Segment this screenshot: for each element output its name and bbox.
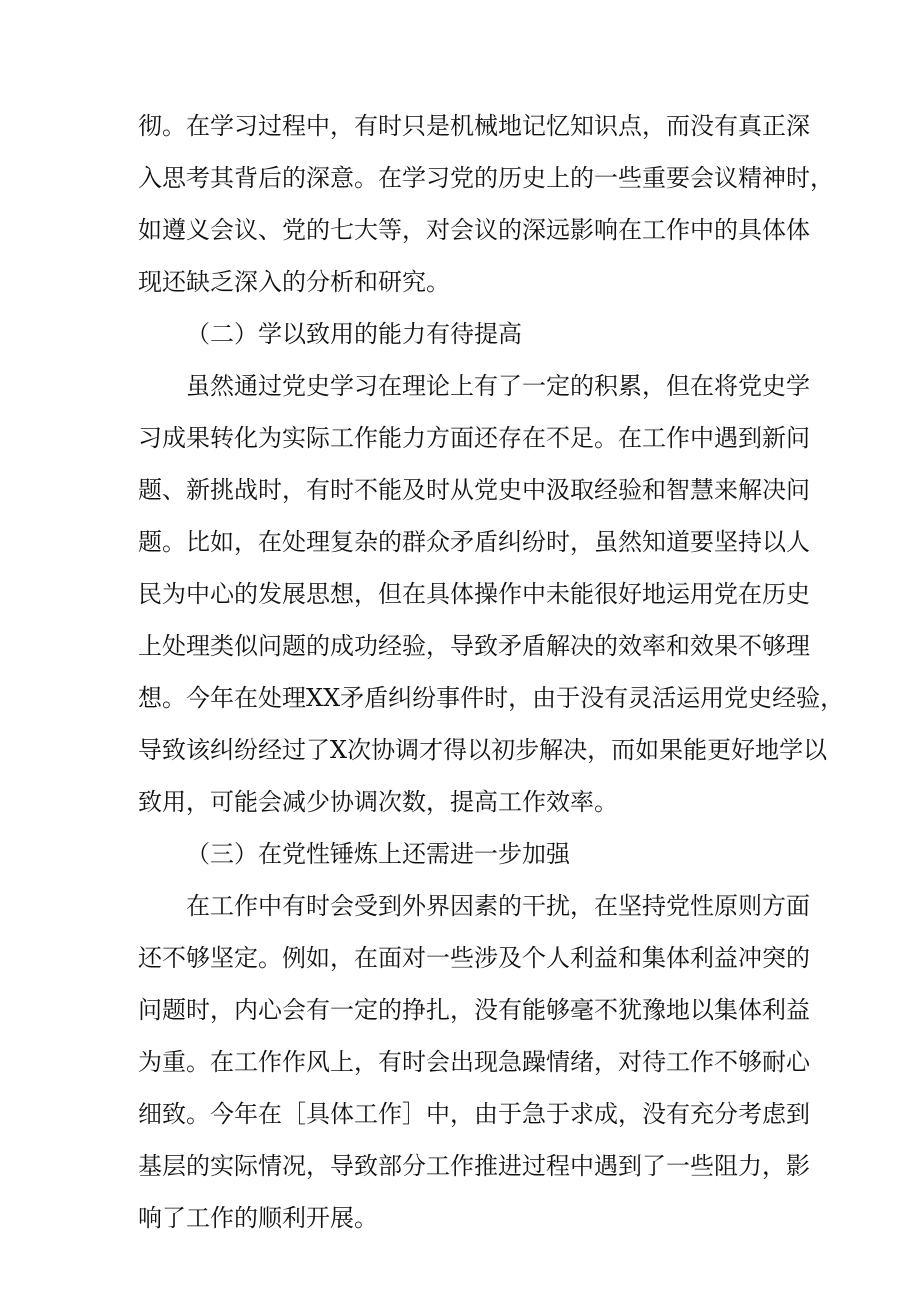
text-line: 入思考其背后的深意。在学习党的历史上的一些重要会议精神时， <box>138 164 834 192</box>
text-line: 细致。今年在［具体工作］中，由于急于求成，没有充分考虑到 <box>138 1100 810 1128</box>
text-line: 为重。在工作作风上，有时会出现急躁情绪，对待工作不够耐心 <box>138 1048 810 1076</box>
text-line: 现还缺乏深入的分析和研究。 <box>138 268 450 296</box>
text-line: 致用，可能会减少协调次数，提高工作效率。 <box>138 788 618 816</box>
text-line: 虽然通过党史学习在理论上有了一定的积累，但在将党史学 <box>186 372 810 400</box>
section-heading-2: （二）学以致用的能力有待提高 <box>186 320 522 348</box>
text-line: 导致该纠纷经过了X次协调才得以初步解决，而如果能更好地学以 <box>138 736 828 764</box>
text-line: 题、新挑战时，有时不能及时从党史中汲取经验和智慧来解决问 <box>138 476 810 504</box>
text-line: 在工作中有时会受到外界因素的干扰，在坚持党性原则方面 <box>186 892 810 920</box>
text-line: 习成果转化为实际工作能力方面还存在不足。在工作中遇到新问 <box>138 424 810 452</box>
text-line: 彻。在学习过程中，有时只是机械地记忆知识点，而没有真正深 <box>138 112 810 140</box>
text-line: 问题时，内心会有一定的挣扎，没有能够毫不犹豫地以集体利益 <box>138 996 810 1024</box>
section-heading-3: （三）在党性锤炼上还需进一步加强 <box>186 840 570 868</box>
text-line: 想。今年在处理XX矛盾纠纷事件时，由于没有灵活运用党史经验， <box>138 684 845 712</box>
text-line: 题。比如，在处理复杂的群众矛盾纠纷时，虽然知道要坚持以人 <box>138 528 810 556</box>
text-line: 基层的实际情况，导致部分工作推进过程中遇到了一些阻力，影 <box>138 1152 810 1180</box>
text-line: 响了工作的顺利开展。 <box>138 1204 378 1232</box>
text-line: 如遵义会议、党的七大等，对会议的深远影响在工作中的具体体 <box>138 216 810 244</box>
text-line: 还不够坚定。例如，在面对一些涉及个人利益和集体利益冲突的 <box>138 944 810 972</box>
text-line: 上处理类似问题的成功经验，导致矛盾解决的效率和效果不够理 <box>138 632 810 660</box>
text-line: 民为中心的发展思想，但在具体操作中未能很好地运用党在历史 <box>138 580 810 608</box>
